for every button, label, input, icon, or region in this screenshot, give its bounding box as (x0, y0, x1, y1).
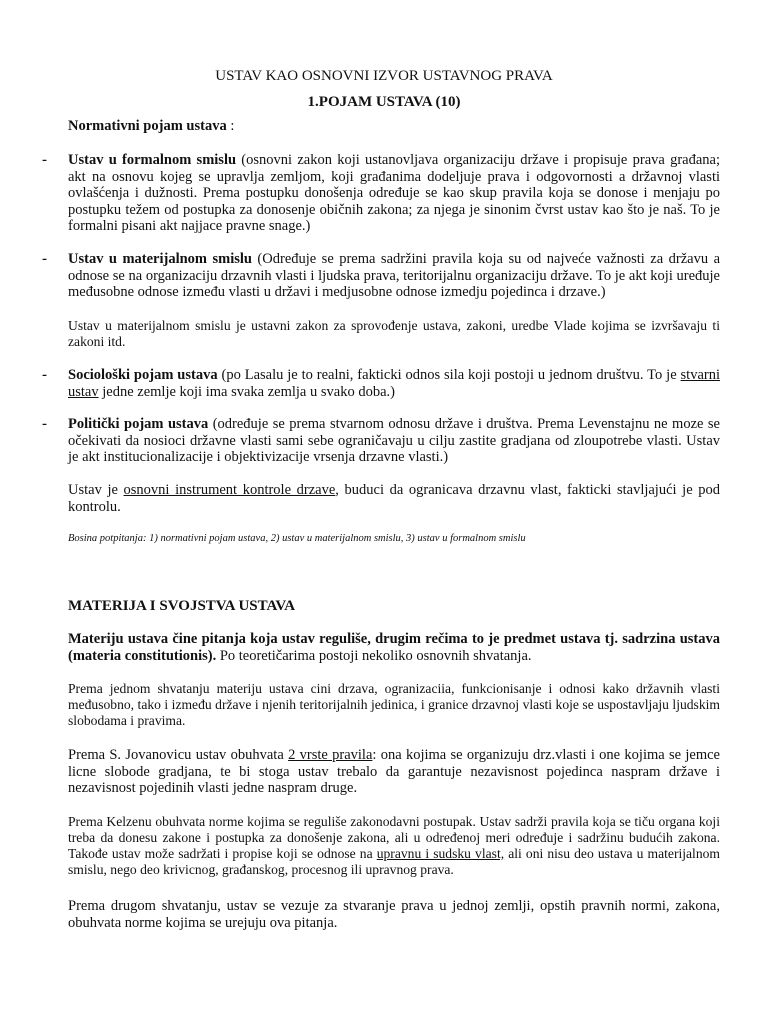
paragraph-text: Prema Kelzenu obuhvata norme kojima se reguliše zakonodavni postupak. Ustav sadrži pravila koja se tiču organa koji treba da donesu zakone i postupka za donošenje zakona, ali u određenoj meri određuje i sadržinu budućih zakona. Takođe ustav može sadržati i propise koji se odnose na (68, 814, 720, 861)
section-heading: MATERIJA I SVOJSTVA USTAVA (68, 598, 296, 614)
paragraph-jovanovic (68, 747, 720, 797)
normativni-suffix: : (226, 118, 235, 134)
bullet-sociologic (68, 367, 720, 400)
bullet-text: jedne zemlje koji ima svaka zemlja u svako doba.) (98, 383, 395, 400)
bullet-politicki (68, 416, 720, 466)
bullet-dash: - (42, 367, 47, 383)
paragraph-drugo-shvatanje: Prema drugom shvatanju, ustav se vezuje za stvaranje prava u jednoj zemlji, opstih pravnih normi, zakona, obuhvata norme kojima se urejuju ova pitanja. (68, 898, 720, 931)
bullet-text: (određuje se prema stvarnom odnosu države i društva. Prema Levenstajnu ne moze se očekivati da nosioci državne vlasti sami sebe ograničavaju u cilju zastite gradjana od zloupotrebe vlasti. Ustav je akt institucionalizacije i objektivizacije vrsenja drzavne vlasti.) (68, 416, 720, 465)
section-lead (68, 631, 720, 664)
lead-bold: Materiju ustava čine pitanja koja ustav reguliše, drugim rečima to je predmet ustava tj. sadrzina ustava (materia constitutionis). (68, 631, 720, 664)
bullet-term: Ustav u materijalnom smislu (68, 251, 252, 267)
paragraph-text: ali oni nisu deo ustava u materijalnom smislu, nego deo krivicnog, građanskog, procesnog ili upravnog prava. (68, 846, 720, 877)
bullet-materijalni (68, 251, 720, 301)
materijalni-paragraph: Ustav u materijalnom smislu je ustavni zakon za sprovođenje ustava, zakoni, uredbe Vlade kojima se izvršavaju ti zakoni itd. (68, 318, 720, 349)
document-title: USTAV KAO OSNOVNI IZVOR USTAVNOG PRAVA (215, 68, 553, 84)
paragraph-kelzen (68, 814, 720, 878)
bullet-dash: - (42, 152, 47, 168)
bullet-term: Politički pojam ustava (68, 416, 209, 432)
paragraph-text: Prema S. Jovanovicu ustav obuhvata (68, 747, 289, 763)
bullet-text: (Određuje se prema sadržini pravila koja su od najveće važnosti za državu a odnose se na organizaciju drzavnih vlasti i ljudska prava, teritorijalnu organizaciju države. To je akt koji uređuje međusobne odnose između vlasti u državi i medjusobne odnose izmedju pojedinca i drzave.) (68, 251, 721, 300)
subquestions-note: Bosina potpitanja: 1) normativni pojam ustava, 2) ustav u materijalnom smislu, 3) ustav u formalnom smislu (68, 533, 526, 544)
bullet-formalni (68, 152, 720, 235)
normativni-label: Normativni pojam ustava (68, 118, 227, 134)
bullet-term: Ustav u formalnom smislu (68, 152, 237, 168)
underlined-term: upravnu i sudsku vlast, (376, 846, 505, 861)
lead-rest: Po teoretičarima postoji nekoliko osnovnih shvatanja. (216, 647, 532, 664)
section-subtitle: 1.POJAM USTAVA (10) (307, 94, 461, 110)
underlined-term: osnovni instrument kontrole drzave (123, 482, 336, 498)
underlined-term: 2 vrste pravila (288, 747, 373, 763)
bullet-text: (osnovni zakon koji ustanovljava organizaciju države i propisuje prava građana; akt na osnovu kojeg se upravlja zemljom, koji građanima dodeljuje prava i odgovornosti a državnoj vlasti ovlašćenja i dužnosti. Prema postupku donošenja određuje se kao skup pravila koja se donose i menjaju po postupku težem od postupka za donosenje običnih zakona; za njega je sinonim čvrst ustav kao što je naš. To je formalni pisani akt najjace pravne snage.) (68, 152, 720, 234)
bullet-text: (po Lasalu je to realni, fakticki odnos sila koji postoji u jednom društvu. To je (217, 367, 681, 383)
paragraph-jedno-shvatanje: Prema jednom shvatanju materiju ustava cini drzava, ogranizaciia, funkcionisanje i odnosi kako državnih vlasti međusobno, tako i između države i njenih teritorijalnih jedinica, i granice drzavnoj vlasti koje se uspostavljaju ljudskim slobodama i pravima. (68, 681, 720, 728)
paragraph-text: Ustav je (68, 482, 124, 498)
paragraph-text: : ona kojima se organizuju drz.vlasti i one kojima se jemce licne slobode gradjana, te bi stoga ustav trebalo da garantuje nezavisnost pojedinca naspram države i nezavisnost pojedinih vlasti jedne naspram druge. (68, 747, 720, 796)
bullet-dash: - (42, 416, 47, 432)
bullet-dash: - (42, 251, 47, 267)
normativni-heading (68, 118, 720, 135)
bullet-term: Sociološki pojam ustava (68, 367, 218, 383)
instrument-paragraph (68, 482, 720, 515)
underlined-term: stvarni ustav (68, 367, 720, 400)
paragraph-text: , buduci da ogranicava drzavnu vlast, fakticki stavljajući je pod kontrolu. (68, 482, 720, 515)
